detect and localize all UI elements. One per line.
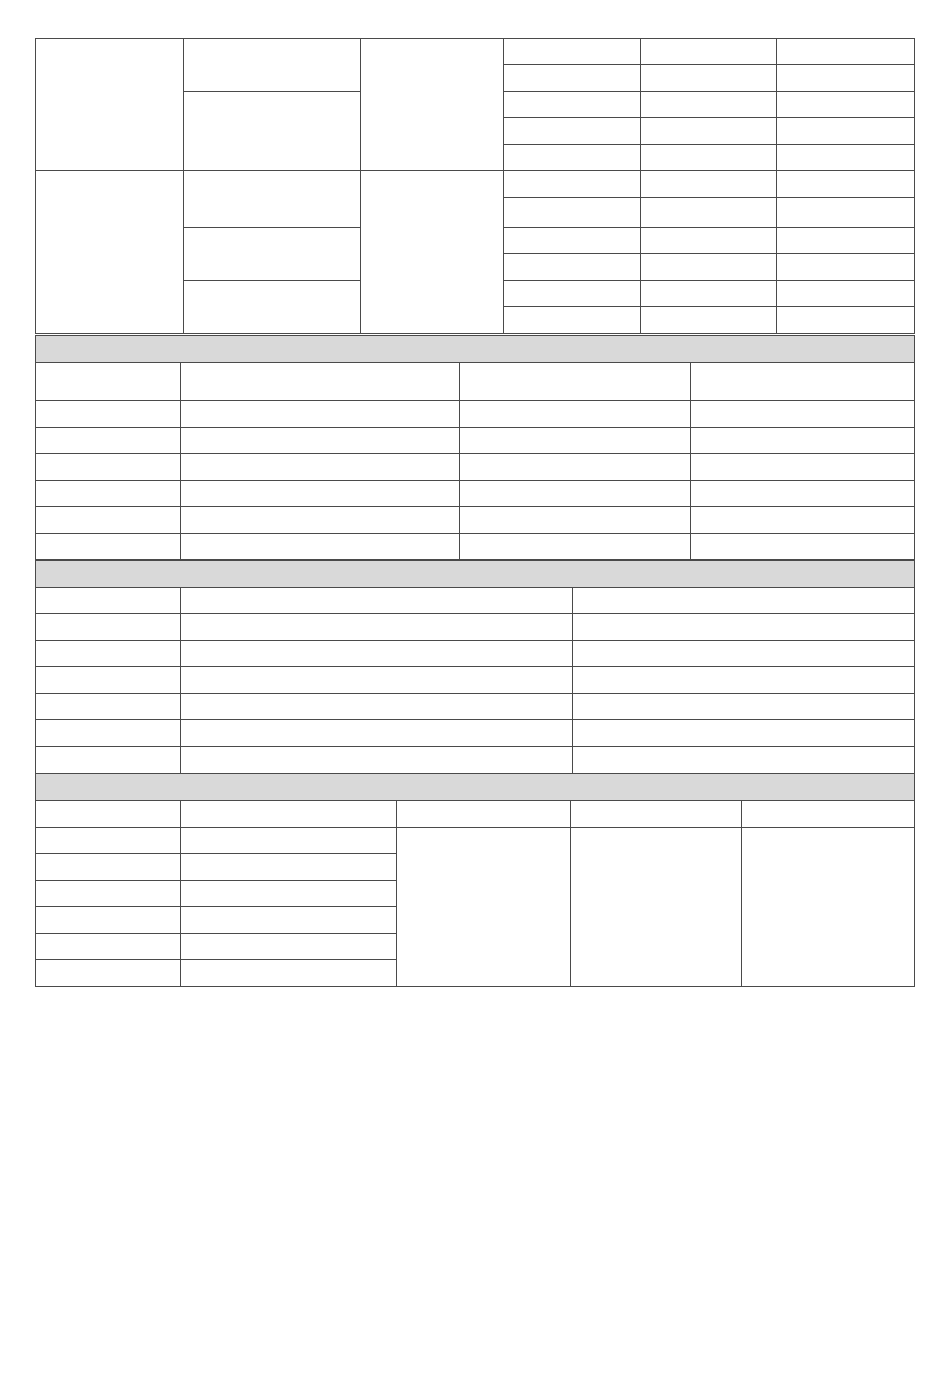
table-cell bbox=[181, 960, 397, 987]
grid-cell bbox=[777, 198, 915, 228]
merged-cell-col-4 bbox=[571, 828, 742, 987]
grid-cell bbox=[777, 228, 915, 254]
grid-cell bbox=[777, 171, 915, 198]
grid-cell bbox=[777, 39, 915, 65]
table-cell bbox=[181, 534, 460, 560]
merged-cell-col-5 bbox=[742, 828, 915, 987]
grid-cell bbox=[777, 281, 915, 307]
column-header bbox=[181, 363, 460, 401]
grid-cell bbox=[777, 145, 915, 171]
table-cell bbox=[36, 694, 181, 720]
table-cell bbox=[460, 401, 691, 428]
group-2-subcell-3 bbox=[184, 281, 361, 334]
table-cell bbox=[181, 747, 573, 774]
table-cell bbox=[181, 667, 573, 694]
grid-cell bbox=[777, 307, 915, 334]
grid-cell bbox=[504, 198, 641, 228]
table-cell bbox=[36, 828, 181, 854]
table-cell bbox=[181, 907, 397, 934]
table-cell bbox=[573, 641, 915, 667]
grid-cell bbox=[641, 92, 777, 118]
table-cell bbox=[36, 614, 181, 641]
column-header bbox=[742, 801, 915, 828]
grid-cell bbox=[641, 281, 777, 307]
table-cell bbox=[181, 481, 460, 507]
table-cell bbox=[36, 934, 181, 960]
table-cell bbox=[36, 401, 181, 428]
column-header bbox=[460, 363, 691, 401]
grid-cell bbox=[504, 254, 641, 281]
table-cell bbox=[460, 534, 691, 560]
table-cell bbox=[36, 960, 181, 987]
table-cell bbox=[181, 401, 460, 428]
group-2-label-cell bbox=[36, 171, 184, 334]
table-cell bbox=[181, 694, 573, 720]
table-cell bbox=[460, 428, 691, 454]
grid-cell bbox=[777, 65, 915, 92]
table-cell bbox=[36, 454, 181, 481]
table-cell bbox=[181, 507, 460, 534]
group-1-label-cell bbox=[36, 39, 184, 171]
table-cell bbox=[181, 720, 573, 747]
table-cell bbox=[36, 588, 181, 614]
column-header bbox=[36, 801, 181, 828]
table-cell bbox=[181, 881, 397, 907]
table-cell bbox=[573, 667, 915, 694]
table-cell bbox=[460, 481, 691, 507]
form-block-c bbox=[35, 560, 915, 774]
grid-cell bbox=[641, 254, 777, 281]
table-cell bbox=[181, 454, 460, 481]
grid-cell bbox=[504, 145, 641, 171]
column-header bbox=[691, 363, 915, 401]
column-header bbox=[36, 363, 181, 401]
table-cell bbox=[573, 694, 915, 720]
column-header bbox=[397, 801, 571, 828]
table-cell bbox=[691, 401, 915, 428]
group-2-subcell-1 bbox=[184, 171, 361, 228]
group-1-subcell-1 bbox=[184, 39, 361, 92]
grid-cell bbox=[504, 281, 641, 307]
table-cell bbox=[181, 428, 460, 454]
column-header bbox=[571, 801, 742, 828]
grid-cell bbox=[504, 92, 641, 118]
grid-cell bbox=[641, 228, 777, 254]
column-header bbox=[181, 801, 397, 828]
grid-cell bbox=[641, 65, 777, 92]
group-2-mid-cell bbox=[361, 171, 504, 334]
merged-cell-col-3 bbox=[397, 828, 571, 987]
table-cell bbox=[181, 934, 397, 960]
group-1-mid-cell bbox=[361, 39, 504, 171]
table-cell bbox=[181, 854, 397, 881]
grid-cell bbox=[641, 198, 777, 228]
table-cell bbox=[36, 854, 181, 881]
grid-cell bbox=[777, 118, 915, 145]
table-cell bbox=[36, 507, 181, 534]
grid-cell bbox=[504, 307, 641, 334]
table-cell bbox=[181, 641, 573, 667]
table-cell bbox=[181, 828, 397, 854]
table-cell bbox=[181, 614, 573, 641]
table-cell bbox=[691, 481, 915, 507]
section-header-2 bbox=[36, 561, 915, 588]
grid-cell bbox=[641, 118, 777, 145]
table-cell bbox=[691, 534, 915, 560]
form-block-d bbox=[35, 773, 915, 987]
form-block-a bbox=[35, 38, 915, 334]
table-cell bbox=[573, 614, 915, 641]
section-header-1 bbox=[36, 336, 915, 363]
grid-cell bbox=[777, 92, 915, 118]
grid-cell bbox=[504, 65, 641, 92]
group-2-subcell-2 bbox=[184, 228, 361, 281]
table-cell bbox=[691, 507, 915, 534]
table-cell bbox=[36, 747, 181, 774]
table-cell bbox=[691, 428, 915, 454]
table-cell bbox=[460, 454, 691, 481]
table-cell bbox=[573, 747, 915, 774]
table-cell bbox=[36, 481, 181, 507]
table-cell bbox=[36, 881, 181, 907]
grid-cell bbox=[641, 145, 777, 171]
table-cell bbox=[36, 907, 181, 934]
grid-cell bbox=[504, 228, 641, 254]
table-cell bbox=[36, 667, 181, 694]
table-cell bbox=[573, 588, 915, 614]
table-cell bbox=[36, 534, 181, 560]
table-cell bbox=[181, 588, 573, 614]
table-cell bbox=[691, 454, 915, 481]
grid-cell bbox=[641, 39, 777, 65]
grid-cell bbox=[641, 307, 777, 334]
group-1-subcell-2 bbox=[184, 92, 361, 171]
grid-cell bbox=[504, 118, 641, 145]
table-cell bbox=[573, 720, 915, 747]
grid-cell bbox=[504, 171, 641, 198]
table-cell bbox=[460, 507, 691, 534]
table-cell bbox=[36, 720, 181, 747]
grid-cell bbox=[777, 254, 915, 281]
form-block-b bbox=[35, 335, 915, 560]
table-cell bbox=[36, 428, 181, 454]
grid-cell bbox=[504, 39, 641, 65]
grid-cell bbox=[641, 171, 777, 198]
section-header-3 bbox=[36, 774, 915, 801]
table-cell bbox=[36, 641, 181, 667]
